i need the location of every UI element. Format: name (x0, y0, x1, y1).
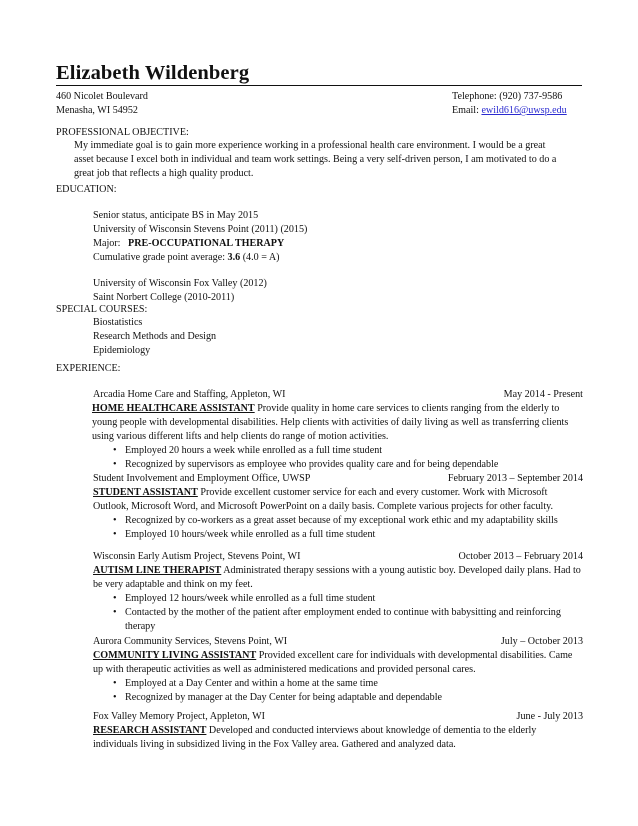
job-title: AUTISM LINE THERAPIST (93, 564, 222, 576)
job-description (93, 564, 583, 592)
job-bullet: • Employed 12 hours/week while enrolled as a full time student (113, 592, 583, 606)
job-header (93, 388, 583, 402)
course-item: Epidemiology (93, 344, 151, 356)
job-bullet: • Recognized by supervisors as employee who provides quality care and for being dependable (113, 458, 583, 472)
job-description (93, 649, 583, 677)
gpa-value: 3.6 (227, 251, 241, 263)
job-header (93, 472, 583, 486)
education-gpa-line (93, 251, 573, 265)
job-bullets (113, 514, 583, 542)
job-description (93, 486, 583, 514)
spacer (93, 265, 573, 277)
job-org: Student Involvement and Employment Office, UWSP (93, 473, 311, 484)
job-bullets (113, 592, 583, 634)
job-dates: May 2014 - Present (503, 389, 583, 400)
email-line (452, 104, 567, 118)
job-org: Wisconsin Early Autism Project, Stevens Point, WI (93, 551, 301, 562)
education-status: Senior status, anticipate BS in May 2015 (93, 210, 259, 221)
applicant-name: Elizabeth Wildenberg (56, 62, 250, 84)
objective-heading: PROFESSIONAL OBJECTIVE: (56, 127, 189, 138)
address-line-1: 460 Nicolet Boulevard (56, 91, 148, 102)
job-entry (93, 472, 583, 542)
job-header (93, 635, 583, 649)
education-major-line (93, 237, 573, 251)
job-header (93, 550, 583, 564)
objective-line: My immediate goal is to gain more experience working in a professional health care environment. I would be a great (74, 140, 546, 151)
courses-heading: SPECIAL COURSES: (56, 304, 148, 315)
job-bullet: • Employed 20 hours a week while enrolled as a full time student (113, 444, 583, 458)
job-description (93, 724, 583, 752)
education-block (93, 209, 573, 304)
job-bullet: • Contacted by the mother of the patient after employment ended to continue with babysitting and reinforcing therapy (113, 606, 583, 634)
job-title: RESEARCH ASSISTANT (93, 724, 207, 736)
job-bullet: • Recognized by co-workers as a great asset because of my exceptional work ethic and my adaptability skills (113, 514, 583, 528)
job-desc-text: Provide excellent customer service for each and every customer. Work with Microsoft Outlook, Microsoft Word, and Microsoft PowerPoint on a daily basis. Complete various projects for other faculty. (93, 486, 554, 512)
job-bullet: • Recognized by manager at the Day Center for being adaptable and dependable (113, 691, 583, 705)
job-bullet: • Employed at a Day Center and within a home at the same time (113, 677, 583, 691)
job-entry (93, 710, 583, 752)
job-bullet: • Employed 10 hours/week while enrolled as a full time student (113, 528, 583, 542)
objective-text (74, 139, 594, 181)
job-bullets (113, 677, 583, 705)
job-entry (93, 635, 583, 705)
job-dates: October 2013 – February 2014 (458, 551, 583, 562)
job-desc-text: Developed and conducted interviews about knowledge of dementia to the elderly individuals living in subsidized living in the Fox Valley area. Gathered and analyzed data. (93, 724, 537, 750)
job-desc-text: Administrated therapy sessions with a young autistic boy. Developed daily plans. Had to be very adaptable and think on my feet. (93, 564, 581, 590)
address-line-2: Menasha, WI 54952 (56, 105, 138, 116)
header-rule (56, 85, 582, 86)
job-dates: July – October 2013 (500, 636, 583, 647)
job-desc-text: Provided excellent care for individuals with developmental disabilities. Came up with therapeutic activities as well as administered medications and provided personal cares. (93, 649, 573, 675)
objective-line: asset because I excel both in individual and team work settings. Being a very self-driven person, I am motivated to do a (74, 153, 557, 165)
telephone: Telephone: (920) 737-9586 (452, 91, 563, 102)
objective-line: great job that reflects a high quality product. (74, 167, 254, 179)
email-label: Email: (452, 105, 482, 116)
education-school: University of Wisconsin Stevens Point (2011) (2015) (93, 223, 308, 235)
job-header (93, 710, 583, 724)
job-org: Aurora Community Services, Stevens Point, WI (93, 636, 288, 647)
job-title: COMMUNITY LIVING ASSISTANT (93, 649, 257, 661)
email-link[interactable]: ewild616@uwsp.edu (481, 105, 567, 116)
education-heading: EDUCATION: (56, 184, 117, 195)
course-item: Research Methods and Design (93, 330, 217, 342)
major-label: Major: (93, 237, 123, 249)
education-school: University of Wisconsin Fox Valley (2012) (93, 277, 267, 289)
experience-heading: EXPERIENCE: (56, 363, 121, 374)
job-bullets (113, 444, 583, 472)
courses-list (93, 316, 393, 358)
education-school: Saint Norbert College (2010-2011) (93, 291, 235, 303)
gpa-label: Cumulative grade point average: (93, 251, 228, 263)
job-description (92, 402, 584, 444)
job-org: Fox Valley Memory Project, Appleton, WI (93, 711, 266, 722)
job-entry (93, 388, 583, 471)
course-item: Biostatistics (93, 317, 143, 328)
gpa-scale: (4.0 = A) (240, 251, 280, 263)
job-dates: June - July 2013 (516, 711, 583, 722)
major-value: PRE-OCCUPATIONAL THERAPY (128, 237, 285, 249)
job-title: HOME HEALTHCARE ASSISTANT (92, 402, 255, 414)
job-desc-text: Provide quality in home care services to clients ranging from the elderly to young people with developmental disabilities. Help clients with activities of daily living as well as transferring clients using various different lifts and help clients do range of motion activities. (92, 402, 569, 442)
job-entry (93, 550, 583, 633)
job-dates: February 2013 – September 2014 (447, 473, 583, 484)
job-title: STUDENT ASSISTANT (93, 486, 198, 498)
job-org: Arcadia Home Care and Staffing, Appleton, WI (93, 389, 286, 400)
